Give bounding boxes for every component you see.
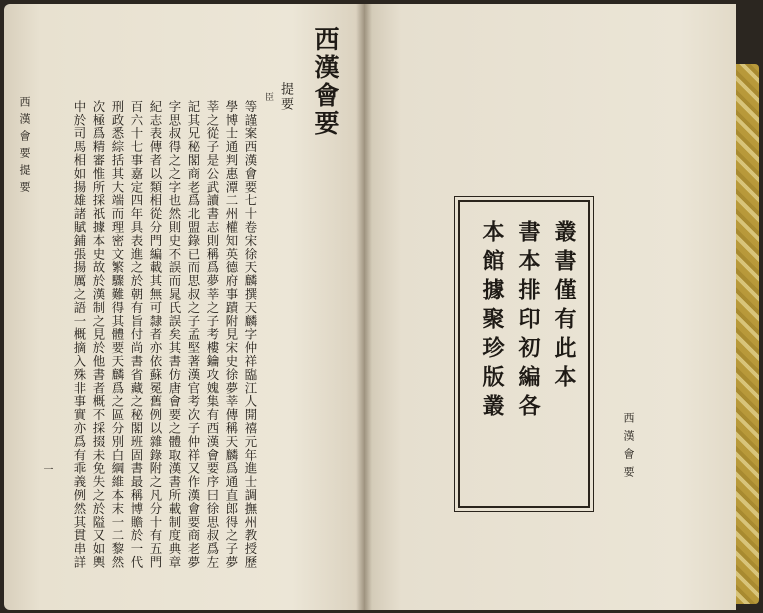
colophon-line: 叢書僅有此本 [551,220,577,394]
running-title: 西漢會要 [622,412,635,484]
text-column: 刑政悉綜括其大端而理密文繁驟難得其體要天麟爲之區分別白綱維本末一二黎然 [110,100,125,569]
text-column: 中於司馬相如揚雄諸賦鋪張揚厲之語一概摘入殊非事實亦爲有乖義例然其貫串詳 [72,100,87,569]
text-column: 等謹案西漢會要七十卷宋徐天麟撰天麟字仲祥臨江人開禧元年進士調撫州教授歷 [243,100,258,569]
text-columns [46,100,260,580]
text-column: 紀志表傳者以類相從分門編載其無可隸者亦依蘇冕舊例以雜錄附之凡分十有五門 [148,100,163,569]
brocade-cover-edge [736,64,759,604]
left-page [4,4,364,610]
colophon-line: 本館據聚珍版叢 [479,220,505,423]
colophon-box [458,200,590,508]
text-column: 次極爲精審惟所採祇據本史故於漢制之見於他書者概不採掇未免失之於隘又如輿 [91,100,106,569]
text-column: 莘之從子是公武讀書志則稱爲夢莘之子考樓鑰攻媿集有西漢會要序曰徐思叔爲左 [205,100,220,569]
colophon-line: 書本排印初編各 [515,220,541,423]
book-gutter [356,4,372,610]
text-column: 百六十七事嘉定四年具表進之於朝有旨付尚書省藏之秘閣班固書最稱博贍於一代 [129,100,144,569]
text-column: 學博士通判惠潭二州權知英德府事蹟附見宋史徐夢莘傳稱天麟爲通直郎得之子夢 [224,100,239,569]
page-title: 西漢會要 [311,26,340,138]
text-column: 字思叔得之之字也然則史不誤而晁氏誤矣其書仿唐會要之體取漢書所載制度典章 [167,100,182,569]
running-head: 西漢會要提要 [18,96,31,198]
text-column: 記其兄秘閣商老爲北盟錄已而思叔之子孟堅著漢官考次子仲祥又作漢會要商老夢 [186,100,201,569]
section-subheading: 臣 [263,92,273,101]
section-heading: 提要 [278,82,293,112]
page-number: 一 [41,464,52,474]
book-spread [4,4,759,610]
